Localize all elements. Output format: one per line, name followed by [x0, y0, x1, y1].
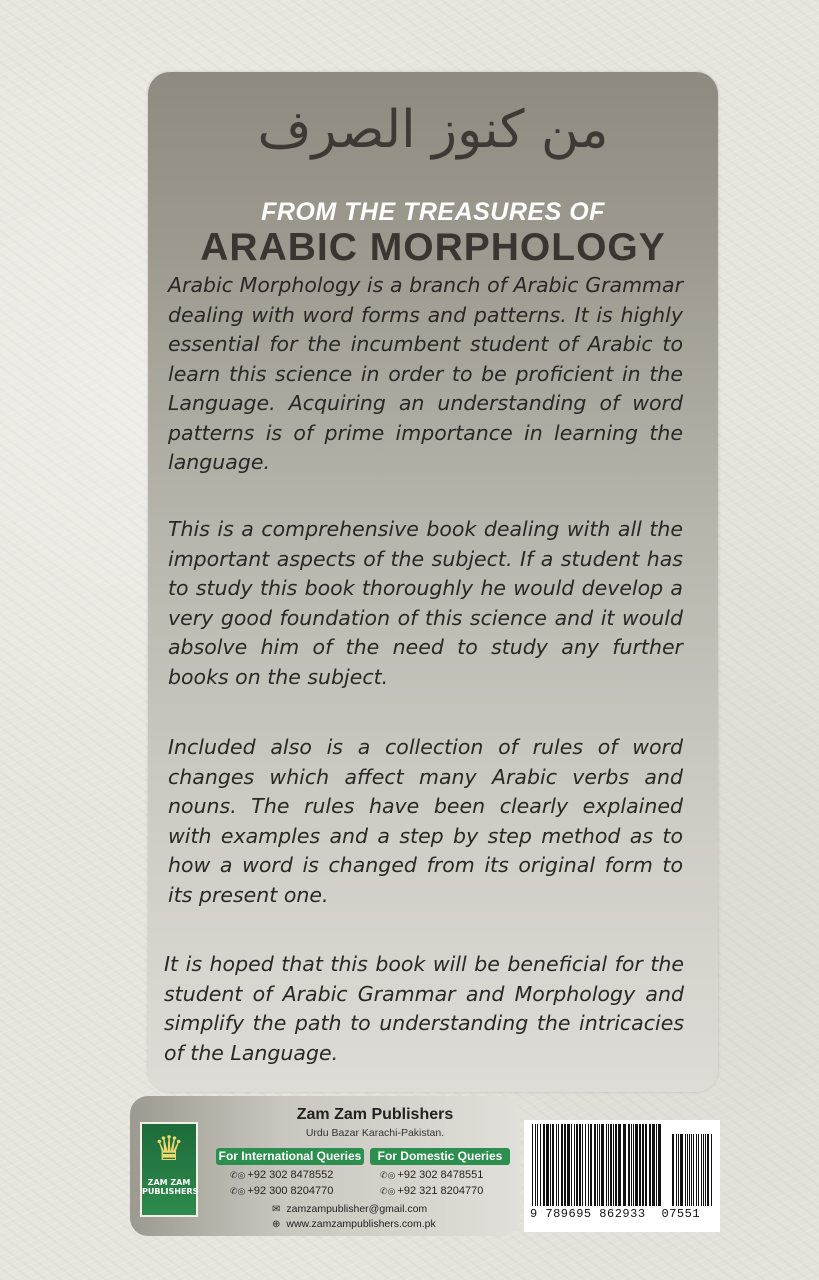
publisher-address: Urdu Bazar Karachi-Pakistan.: [305, 1127, 445, 1139]
barcode-bar: [574, 1124, 575, 1206]
barcode-bar: [689, 1134, 690, 1206]
isbn-number: 9 789695 862933: [530, 1207, 646, 1221]
phone-whatsapp-icon: ✆◎: [230, 1170, 246, 1180]
intl-phone-2: ✆◎ +92 300 8204770: [230, 1185, 334, 1197]
barcode-bar: [618, 1124, 621, 1206]
international-queries-label: For International Queries: [216, 1148, 364, 1165]
barcode-bar: [707, 1134, 709, 1206]
domestic-queries-label: For Domestic Queries: [370, 1148, 510, 1165]
phone-whatsapp-icon: ✆◎: [380, 1186, 396, 1196]
description-paragraph-3: Included also is a collection of rules of word changes which affect many Arabic verbs and nouns. The rules have been clearly explained with examples and a step by step method as to how a word is changed from its original form to its present one.: [168, 735, 683, 907]
barcode-bar: [537, 1124, 538, 1206]
description-paragraph-4: It is hoped that this book will be beneficial for the student of Arabic Grammar and Morphology and simplify the path to understanding the intricacies of the Language.: [164, 952, 684, 1065]
barcode-bar: [558, 1124, 559, 1206]
description-paragraph-2: This is a comprehensive book dealing with all the important aspects of the subject. If a student has to study this book thoroughly he would develop a very good foundation of this science and it would absolve him of the need to study any further books on the subject.: [168, 517, 683, 689]
publisher-website[interactable]: ⊕ www.zamzampublishers.com.pk: [272, 1218, 436, 1230]
barcode-bar: [698, 1134, 699, 1206]
publisher-logo: [140, 1122, 198, 1217]
barcode-bar: [588, 1124, 589, 1206]
barcode-bar: [582, 1124, 583, 1206]
barcode-bar: [564, 1124, 566, 1206]
barcode-bar: [535, 1124, 536, 1206]
barcode-bar: [656, 1124, 657, 1206]
barcode-bar: [693, 1134, 694, 1206]
barcode-bar: [703, 1134, 704, 1206]
barcode-bar: [597, 1124, 598, 1206]
barcode-bar: [561, 1124, 563, 1206]
barcode-bar: [711, 1134, 712, 1206]
barcode-bars: [530, 1124, 714, 1206]
intl-phone-1: ✆◎ +92 302 8478552: [230, 1169, 334, 1181]
barcode-bar: [696, 1134, 697, 1206]
publisher-name: Zam Zam Publishers: [296, 1106, 454, 1123]
barcode-bar: [672, 1134, 674, 1206]
barcode-bar: [556, 1124, 557, 1206]
barcode-addon: 07551: [661, 1207, 701, 1221]
description-paragraph-1: Arabic Morphology is a branch of Arabic Grammar dealing with word forms and patterns. It is highly essential for the incumbent student of Arabic to learn this science in order to be proficient in the Language. Acquiring an understanding of word patterns is of prime importance in learning the language.: [168, 273, 683, 474]
barcode-bar: [623, 1124, 626, 1206]
barcode-bar: [594, 1124, 596, 1206]
barcode-bar: [601, 1124, 604, 1206]
barcode-bar: [615, 1124, 617, 1206]
barcode-bar: [552, 1124, 554, 1206]
barcode-bar: [631, 1124, 632, 1206]
book-title: ARABIC MORPHOLOGY: [200, 226, 666, 269]
email-icon: ✉: [272, 1204, 281, 1215]
barcode-bar: [687, 1134, 688, 1206]
isbn-barcode: [524, 1120, 720, 1232]
barcode-bar: [579, 1124, 581, 1206]
barcode-bar: [567, 1124, 570, 1206]
subtitle: FROM THE TREASURES OF: [261, 198, 605, 226]
domestic-phone-2: ✆◎ +92 321 8204770: [380, 1185, 484, 1197]
barcode-bar: [590, 1124, 592, 1206]
barcode-bar: [635, 1124, 638, 1206]
barcode-bar: [639, 1124, 641, 1206]
barcode-bar: [540, 1124, 541, 1206]
barcode-bar: [685, 1134, 686, 1206]
barcode-bar: [543, 1124, 545, 1206]
barcode-bar: [550, 1124, 551, 1206]
domestic-phone-1: ✆◎ +92 302 8478551: [380, 1169, 484, 1181]
barcode-bar: [599, 1124, 600, 1206]
barcode-bar: [691, 1134, 692, 1206]
barcode-bar: [608, 1124, 609, 1206]
barcode-bar: [633, 1124, 634, 1206]
barcode-bar: [532, 1124, 533, 1206]
barcode-bar: [701, 1134, 702, 1206]
barcode-bar: [652, 1124, 655, 1206]
barcode-bar: [571, 1124, 572, 1206]
barcode-bar: [642, 1124, 644, 1206]
barcode-bar: [606, 1124, 607, 1206]
barcode-number: [530, 1207, 714, 1221]
phone-whatsapp-icon: ✆◎: [230, 1186, 246, 1196]
barcode-bar: [705, 1134, 706, 1206]
publisher-email[interactable]: ✉ zamzampublisher@gmail.com: [272, 1203, 428, 1215]
barcode-bar: [676, 1134, 677, 1206]
barcode-bar: [576, 1124, 578, 1206]
barcode-bar: [658, 1124, 661, 1206]
barcode-bar: [546, 1124, 549, 1206]
barcode-bar: [613, 1124, 614, 1206]
barcode-bar: [585, 1124, 586, 1206]
arabic-title: من كنوز الصرف: [257, 100, 609, 160]
barcode-bar: [680, 1134, 683, 1206]
barcode-bar: [649, 1124, 651, 1206]
logo-text: ZAM ZAM PUBLISHERS: [142, 1178, 199, 1196]
logo-emblem-icon: ♛: [153, 1129, 185, 1169]
barcode-bar: [610, 1124, 612, 1206]
globe-icon: ⊕: [272, 1219, 281, 1230]
barcode-bar: [678, 1134, 679, 1206]
barcode-bar: [628, 1124, 630, 1206]
phone-whatsapp-icon: ✆◎: [380, 1170, 396, 1180]
barcode-bar: [645, 1124, 647, 1206]
